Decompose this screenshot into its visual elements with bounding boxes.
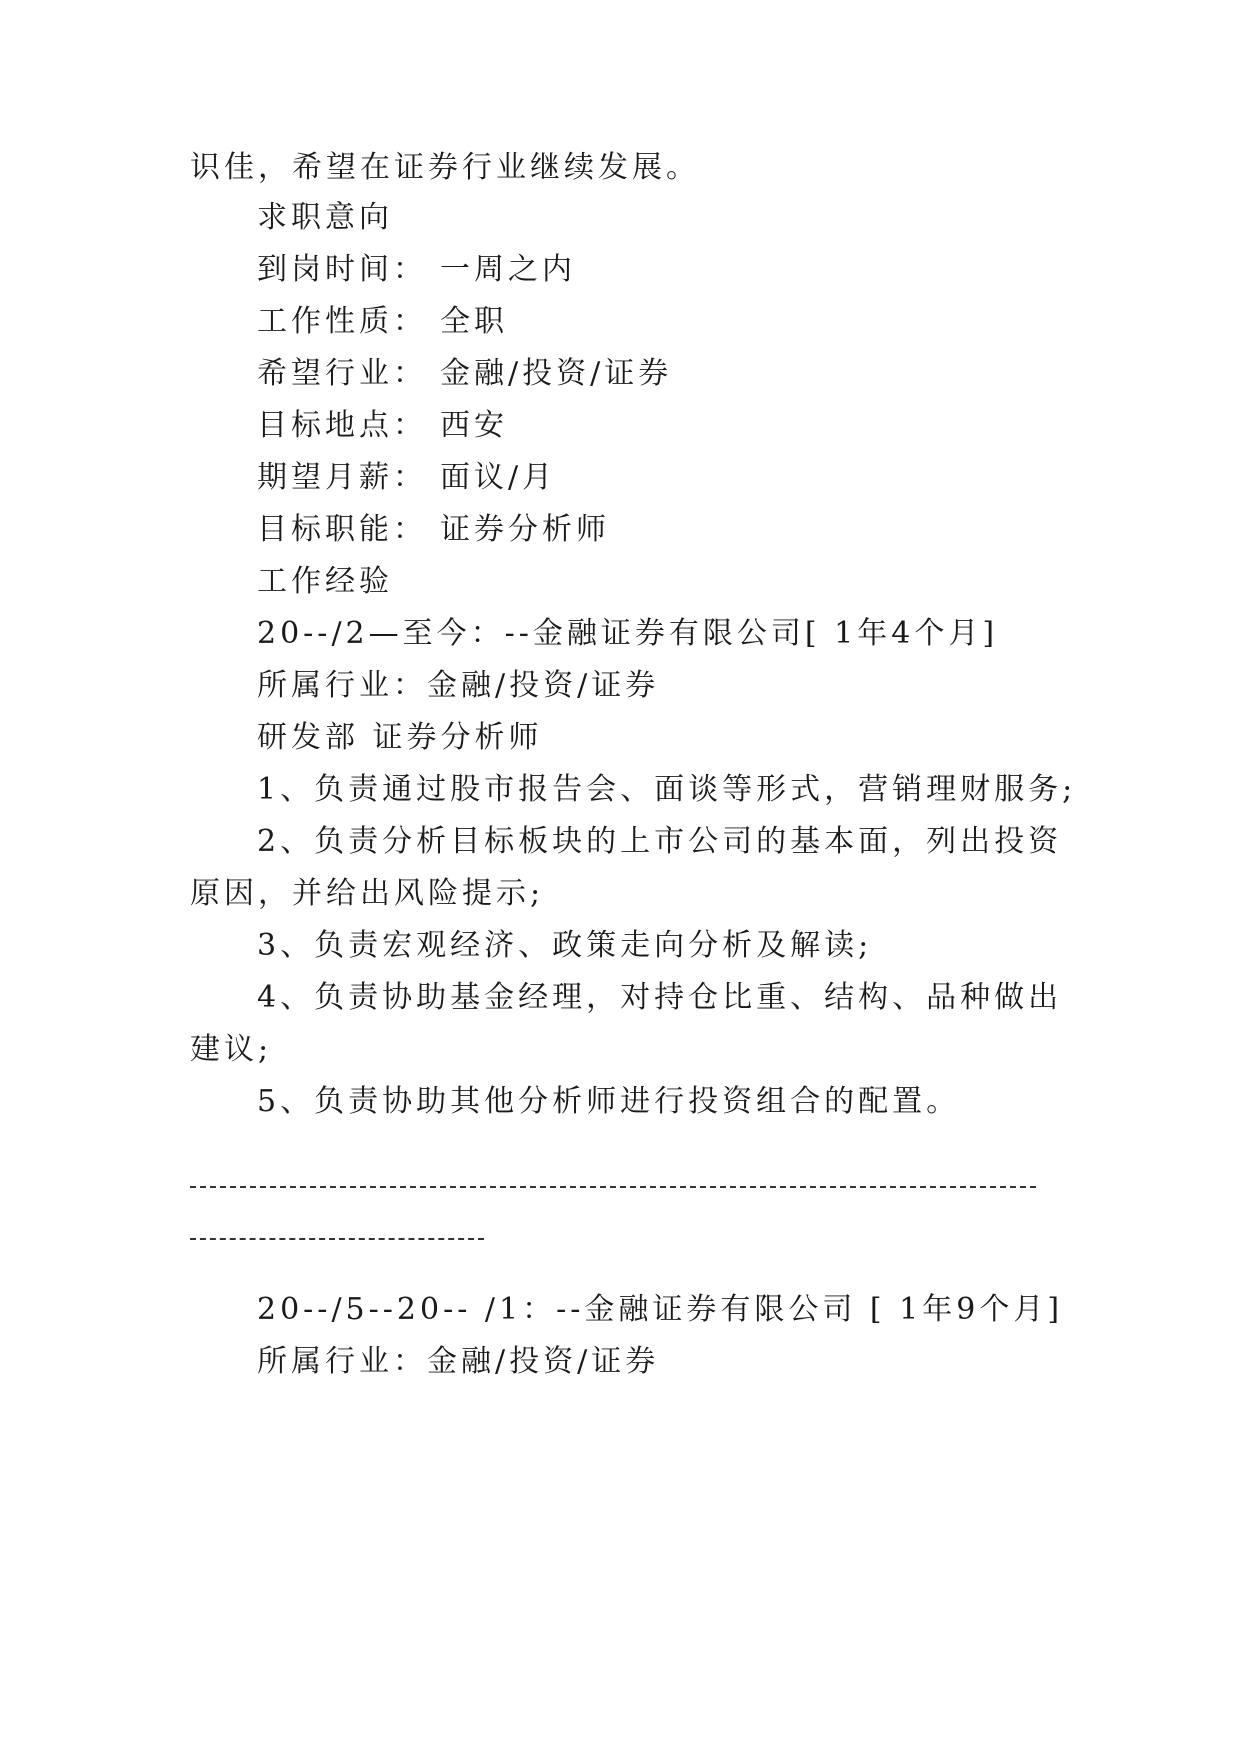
job2-period: 20--/5--20-- /1：--金融证券有限公司 [ 1年9个月] — [257, 1292, 1064, 1327]
field-label: 到岗时间： — [257, 252, 427, 287]
field-value: 全职 — [440, 304, 508, 339]
experience-heading: 工作经验 — [257, 564, 393, 599]
intent-row-arrival — [257, 250, 576, 290]
job1-duty-line: 4、负责协助基金经理，对持仓比重、结构、品种做出 — [257, 980, 1063, 1015]
job1-industry: 所属行业：金融/投资/证券 — [257, 668, 660, 703]
dashed-separator — [190, 1186, 1036, 1188]
field-value: 西安 — [440, 408, 508, 443]
job1-duty-line: 2、负责分析目标板块的上市公司的基本面，列出投资 — [257, 824, 1063, 859]
job2-industry: 所属行业：金融/投资/证券 — [257, 1344, 660, 1379]
intent-row-function — [257, 510, 610, 550]
intent-heading: 求职意向 — [257, 200, 393, 235]
field-value: 证券分析师 — [440, 512, 610, 547]
field-value: 一周之内 — [440, 252, 576, 287]
job1-duty-line: 建议; — [190, 1032, 273, 1067]
field-label: 期望月薪： — [257, 460, 427, 495]
job1-period: 20--/2—至今：--金融证券有限公司[ 1年4个月] — [257, 616, 999, 651]
field-label: 目标职能： — [257, 512, 427, 547]
job1-duty-line: 5、负责协助其他分析师进行投资组合的配置。 — [257, 1084, 961, 1119]
field-value: 面议/月 — [440, 460, 557, 495]
job1-duty-line: 3、负责宏观经济、政策走向分析及解读; — [257, 928, 873, 963]
intent-row-location — [257, 406, 508, 446]
field-label: 工作性质： — [257, 304, 427, 339]
job1-dept-role: 研发部 证券分析师 — [257, 720, 543, 755]
intent-row-job-type — [257, 302, 508, 342]
field-value: 金融/投资/证券 — [440, 356, 673, 391]
job1-duty-line: 原因，并给出风险提示; — [190, 876, 545, 911]
field-label: 目标地点： — [257, 408, 427, 443]
dashed-separator — [190, 1238, 484, 1240]
field-label: 希望行业： — [257, 356, 427, 391]
intro-tail-text: 识佳，希望在证券行业继续发展。 — [190, 150, 700, 185]
intent-row-industry — [257, 354, 672, 394]
job1-duty-line: 1、负责通过股市报告会、面谈等形式，营销理财服务; — [257, 772, 1077, 807]
intent-row-salary — [257, 458, 556, 498]
